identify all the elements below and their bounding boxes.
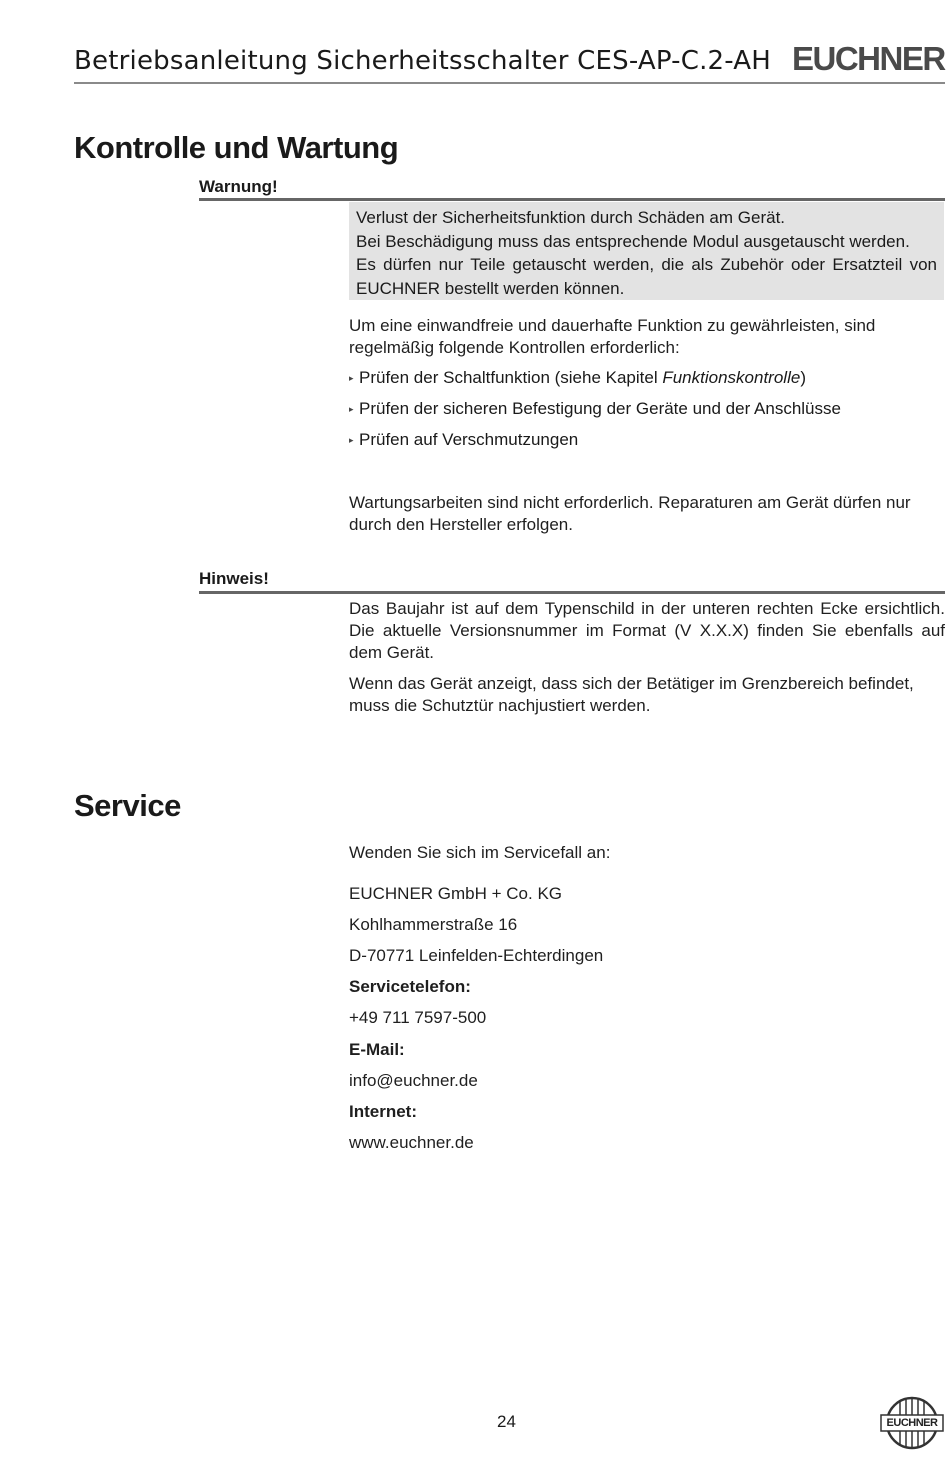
service-city: D-70771 Leinfelden-Echterdingen xyxy=(349,946,604,965)
service-email: info@euchner.de xyxy=(349,1071,478,1090)
service-street: Kohlhammerstraße 16 xyxy=(349,915,518,934)
warning-line-2: Bei Beschädigung muss das entsprechende Modul ausgetauscht werden. xyxy=(356,231,910,251)
note-rule xyxy=(199,591,945,594)
service-intro: Wenden Sie sich im Servicefall an: xyxy=(349,843,611,862)
service-phone-label: Servicetelefon: xyxy=(349,977,471,996)
note-paragraph-2: Wenn das Gerät anzeigt, dass sich der Betätiger im Grenzbereich befindet, muss die Schutztür nachjustiert werden. xyxy=(349,674,914,715)
warning-line-3: Es dürfen nur Teile getauscht werden, die als Zubehör oder Ersatzteil von EUCHNER bestellt werden können. xyxy=(356,255,937,298)
warning-rule xyxy=(199,198,945,201)
warning-label: Warnung! xyxy=(199,177,278,196)
service-email-label: E-Mail: xyxy=(349,1040,405,1059)
bullet-icon: ▸ xyxy=(349,404,354,414)
check-item-2-text: Prüfen der sicheren Befestigung der Geräte und der Anschlüsse xyxy=(359,399,841,418)
service-web-label: Internet: xyxy=(349,1102,417,1121)
document-title: Betriebsanleitung Sicherheitsschalter CES-AP-C.2-AH xyxy=(74,46,772,76)
note-paragraph-1: Das Baujahr ist auf dem Typenschild in der unteren rechten Ecke ersichtlich. Die aktuelle Versionsnummer im Format (V X.X.X) finden Sie ebenfalls auf dem Gerät. xyxy=(349,599,945,662)
service-web: www.euchner.de xyxy=(349,1133,474,1152)
check-item-3-text: Prüfen auf Verschmutzungen xyxy=(359,430,579,449)
footer-logo xyxy=(879,1396,945,1450)
bullet-icon: ▸ xyxy=(349,435,354,445)
footer-logo-text: EUCHNER xyxy=(886,1417,938,1429)
page-number: 24 xyxy=(497,1412,516,1431)
section-heading-kontrolle: Kontrolle und Wartung xyxy=(74,130,399,165)
maintenance-text: Wartungsarbeiten sind nicht erforderlich. Reparaturen am Gerät dürfen nur durch den Hersteller erfolgen. xyxy=(349,493,911,534)
check-item-1-link: Funktionskontrolle xyxy=(662,368,801,387)
check-item-1-text: Prüfen der Schaltfunktion (siehe Kapitel xyxy=(359,368,663,387)
section-heading-service: Service xyxy=(74,788,181,823)
service-company: EUCHNER GmbH + Co. KG xyxy=(349,884,563,903)
check-item-1 xyxy=(349,367,945,389)
check-item-1-suffix: ) xyxy=(800,368,806,387)
warning-line-1: Verlust der Sicherheitsfunktion durch Schäden am Gerät. xyxy=(356,208,786,227)
check-item-2 xyxy=(349,398,945,420)
service-phone: +49 711 7597-500 xyxy=(349,1008,487,1027)
checks-intro: Um eine einwandfreie und dauerhafte Funktion zu gewährleisten, sind regelmäßig folgende Kontrollen erforderlich: xyxy=(349,316,876,357)
note-label: Hinweis! xyxy=(199,569,269,588)
header-divider xyxy=(74,82,945,84)
bullet-icon: ▸ xyxy=(349,373,354,383)
euchner-logo: EUCHNER xyxy=(792,40,945,77)
check-item-3 xyxy=(349,429,945,451)
warning-box xyxy=(349,202,944,300)
